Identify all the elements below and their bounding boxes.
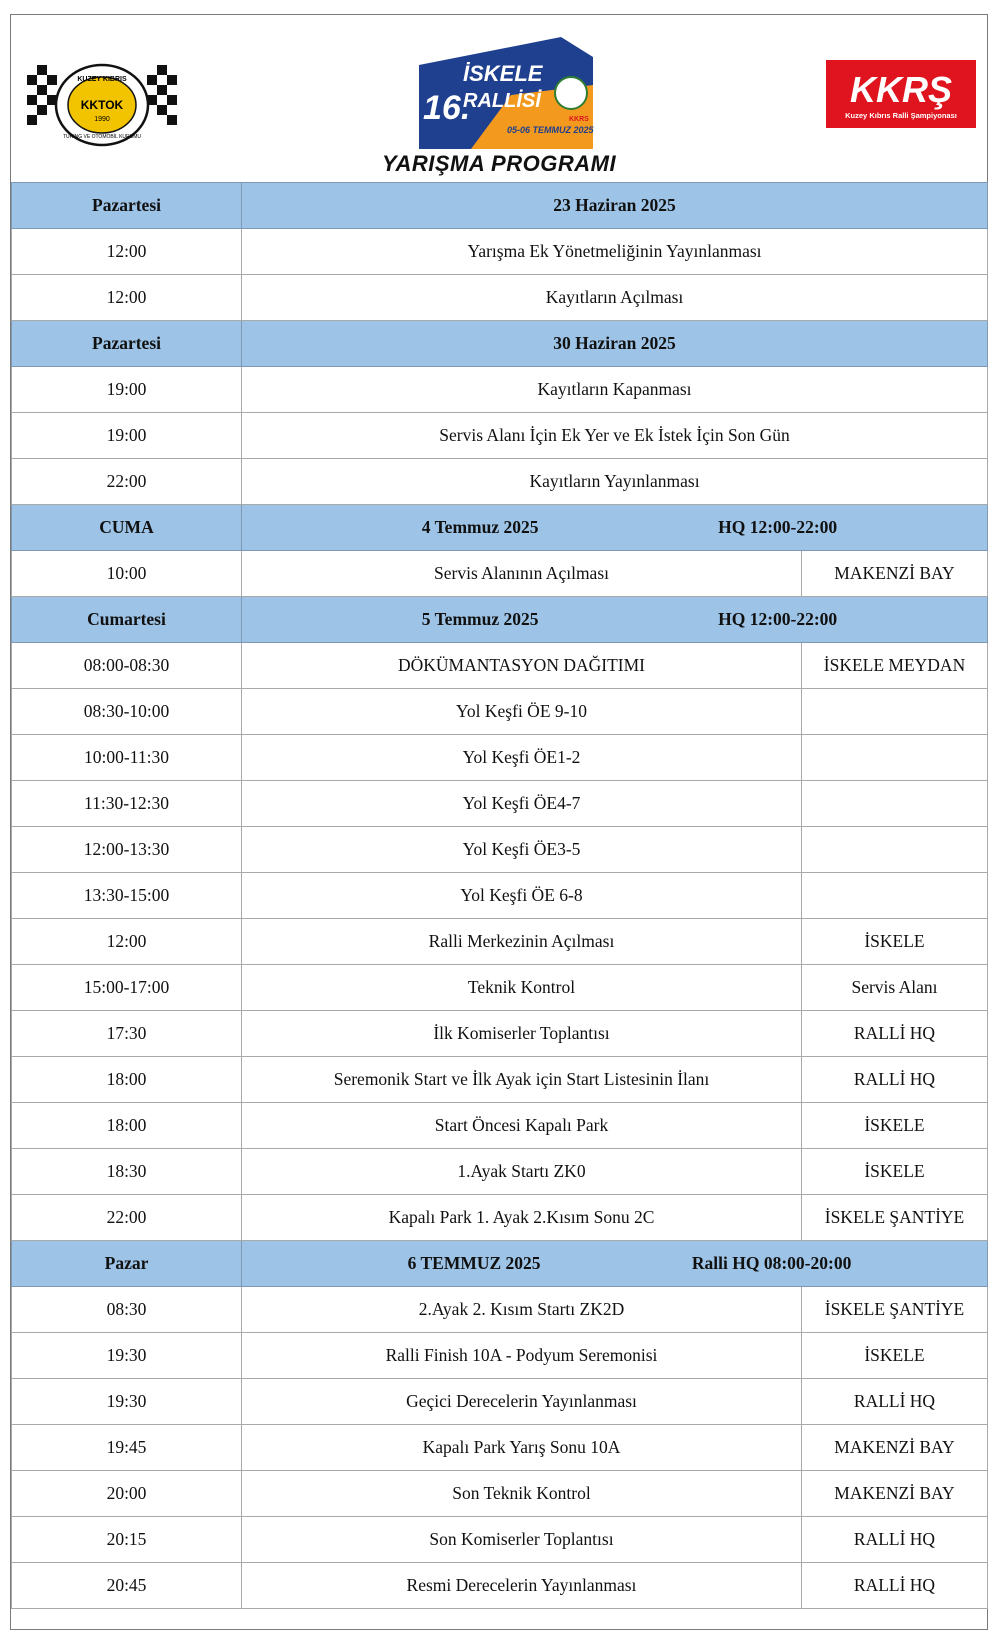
day-date: 5 Temmuz 2025 [421, 609, 539, 629]
event-description: Teknik Kontrol [242, 965, 802, 1011]
event-row [12, 1471, 988, 1517]
event-location: İSKELE [802, 1103, 988, 1149]
event-time: 17:30 [12, 1011, 242, 1057]
event-row [12, 1149, 988, 1195]
event-time: 08:30 [12, 1287, 242, 1333]
day-hq-hours: HQ 12:00-22:00 [718, 609, 838, 629]
page-title: YARIŞMA PROGRAMI [381, 151, 617, 176]
event-row [12, 827, 988, 873]
event-row [12, 229, 988, 275]
event-location [802, 735, 988, 781]
event-description: Kapalı Park Yarış Sonu 10A [242, 1425, 802, 1471]
event-row [12, 873, 988, 919]
day-header-row [12, 505, 988, 551]
event-row [12, 1563, 988, 1609]
day-name: Cumartesi [12, 597, 242, 643]
day-date-cell [242, 597, 988, 643]
event-location: İSKELE [802, 1333, 988, 1379]
day-date-cell [242, 1241, 988, 1287]
event-location: İSKELE [802, 919, 988, 965]
event-time: 15:00-17:00 [12, 965, 242, 1011]
event-location: RALLİ HQ [802, 1563, 988, 1609]
event-location: İSKELE [802, 1149, 988, 1195]
event-location [802, 689, 988, 735]
event-location: RALLİ HQ [802, 1057, 988, 1103]
event-location [802, 873, 988, 919]
rally-line1: İSKELE [463, 61, 543, 86]
day-date: 4 Temmuz 2025 [421, 517, 539, 537]
event-time: 08:00-08:30 [12, 643, 242, 689]
event-row [12, 1103, 988, 1149]
event-row [12, 781, 988, 827]
event-time: 20:45 [12, 1563, 242, 1609]
event-description: Kapalı Park 1. Ayak 2.Kısım Sonu 2C [242, 1195, 802, 1241]
event-row [12, 965, 988, 1011]
rally-dates: 05-06 TEMMUZ 2025 [507, 125, 594, 135]
event-row [12, 643, 988, 689]
event-time: 12:00 [12, 229, 242, 275]
event-description: Geçici Derecelerin Yayınlanması [242, 1379, 802, 1425]
kktok-bottom-text: TURING VE OTOMOBİL KURUMU [62, 134, 142, 140]
event-location: MAKENZİ BAY [802, 1425, 988, 1471]
iskele-rallisi-logo [411, 29, 601, 153]
event-description: 1.Ayak Startı ZK0 [242, 1149, 802, 1195]
event-description: Yol Keşfi ÖE 6-8 [242, 873, 802, 919]
day-date-cell: 30 Haziran 2025 [242, 321, 988, 367]
event-location [802, 827, 988, 873]
event-time: 13:30-15:00 [12, 873, 242, 919]
event-row [12, 1425, 988, 1471]
day-name: CUMA [12, 505, 242, 551]
event-row [12, 367, 988, 413]
event-description: Start Öncesi Kapalı Park [242, 1103, 802, 1149]
event-description: Yol Keşfi ÖE3-5 [242, 827, 802, 873]
event-description: Son Komiserler Toplantısı [242, 1517, 802, 1563]
event-location: MAKENZİ BAY [802, 1471, 988, 1517]
event-description: DÖKÜMANTASYON DAĞITIMI [242, 643, 802, 689]
kktok-logo [25, 57, 179, 153]
event-description: 2.Ayak 2. Kısım Startı ZK2D [242, 1287, 802, 1333]
day-header-row [12, 597, 988, 643]
day-date: 6 TEMMUZ 2025 [407, 1253, 541, 1273]
event-description: Ralli Finish 10A - Podyum Seremonisi [242, 1333, 802, 1379]
event-description: Son Teknik Kontrol [242, 1471, 802, 1517]
event-location [802, 781, 988, 827]
event-location: RALLİ HQ [802, 1011, 988, 1057]
kktok-year: 1990 [94, 116, 110, 123]
kkrs-name: KKRŞ [849, 69, 953, 110]
event-description: Servis Alanı İçin Ek Yer ve Ek İstek İçin Son Gün [242, 413, 988, 459]
event-time: 20:00 [12, 1471, 242, 1517]
day-header-row [12, 321, 988, 367]
event-location: RALLİ HQ [802, 1379, 988, 1425]
event-description: Seremonik Start ve İlk Ayak için Start Listesinin İlanı [242, 1057, 802, 1103]
event-location: Servis Alanı [802, 965, 988, 1011]
event-row [12, 459, 988, 505]
event-row [12, 735, 988, 781]
event-row [12, 1379, 988, 1425]
event-row [12, 1011, 988, 1057]
event-description: Kayıtların Kapanması [242, 367, 988, 413]
event-row [12, 551, 988, 597]
event-time: 20:15 [12, 1517, 242, 1563]
kktok-top-text: KUZEY KIBRIS [77, 76, 127, 83]
event-description: Ralli Merkezinin Açılması [242, 919, 802, 965]
rally-badge: KKRS [569, 116, 589, 123]
event-time: 18:00 [12, 1103, 242, 1149]
event-location: MAKENZİ BAY [802, 551, 988, 597]
event-time: 22:00 [12, 1195, 242, 1241]
event-row [12, 689, 988, 735]
event-row [12, 413, 988, 459]
event-time: 12:00 [12, 919, 242, 965]
event-row [12, 1517, 988, 1563]
event-time: 18:30 [12, 1149, 242, 1195]
header [11, 15, 987, 182]
event-time: 10:00 [12, 551, 242, 597]
event-description: Yol Keşfi ÖE 9-10 [242, 689, 802, 735]
kkrs-logo [826, 60, 976, 128]
event-time: 18:00 [12, 1057, 242, 1103]
event-time: 19:30 [12, 1333, 242, 1379]
day-name: Pazartesi [12, 183, 242, 229]
event-description: İlk Komiserler Toplantısı [242, 1011, 802, 1057]
event-location: İSKELE ŞANTİYE [802, 1195, 988, 1241]
event-time: 12:00 [12, 275, 242, 321]
event-time: 19:45 [12, 1425, 242, 1471]
kktok-name: KKTOK [80, 98, 124, 112]
day-name: Pazartesi [12, 321, 242, 367]
document-frame [10, 14, 988, 1630]
day-hq-hours: Ralli HQ 08:00-20:00 [691, 1253, 852, 1273]
day-header-row [12, 1241, 988, 1287]
schedule-table [11, 182, 988, 1609]
kkrs-subtitle: Kuzey Kıbrıs Ralli Şampiyonası [845, 111, 957, 120]
day-header-row [12, 183, 988, 229]
event-description: Yol Keşfi ÖE1-2 [242, 735, 802, 781]
event-time: 11:30-12:30 [12, 781, 242, 827]
event-time: 12:00-13:30 [12, 827, 242, 873]
event-description: Kayıtların Açılması [242, 275, 988, 321]
day-date-cell [242, 505, 988, 551]
day-hq-hours: HQ 12:00-22:00 [718, 517, 838, 537]
event-time: 19:30 [12, 1379, 242, 1425]
event-location: İSKELE ŞANTİYE [802, 1287, 988, 1333]
event-location: İSKELE MEYDAN [802, 643, 988, 689]
event-time: 19:00 [12, 367, 242, 413]
event-row [12, 1057, 988, 1103]
event-description: Kayıtların Yayınlanması [242, 459, 988, 505]
event-row [12, 1195, 988, 1241]
event-description: Yarışma Ek Yönetmeliğinin Yayınlanması [242, 229, 988, 275]
event-description: Servis Alanının Açılması [242, 551, 802, 597]
event-row [12, 275, 988, 321]
event-row [12, 1287, 988, 1333]
day-date-cell: 23 Haziran 2025 [242, 183, 988, 229]
event-time: 10:00-11:30 [12, 735, 242, 781]
day-name: Pazar [12, 1241, 242, 1287]
event-time: 22:00 [12, 459, 242, 505]
rally-line2: RALLİSİ [463, 90, 541, 112]
event-time: 08:30-10:00 [12, 689, 242, 735]
event-row [12, 1333, 988, 1379]
event-location: RALLİ HQ [802, 1517, 988, 1563]
event-description: Yol Keşfi ÖE4-7 [242, 781, 802, 827]
event-row [12, 919, 988, 965]
rally-number: 16. [423, 89, 471, 127]
event-description: Resmi Derecelerin Yayınlanması [242, 1563, 802, 1609]
event-time: 19:00 [12, 413, 242, 459]
